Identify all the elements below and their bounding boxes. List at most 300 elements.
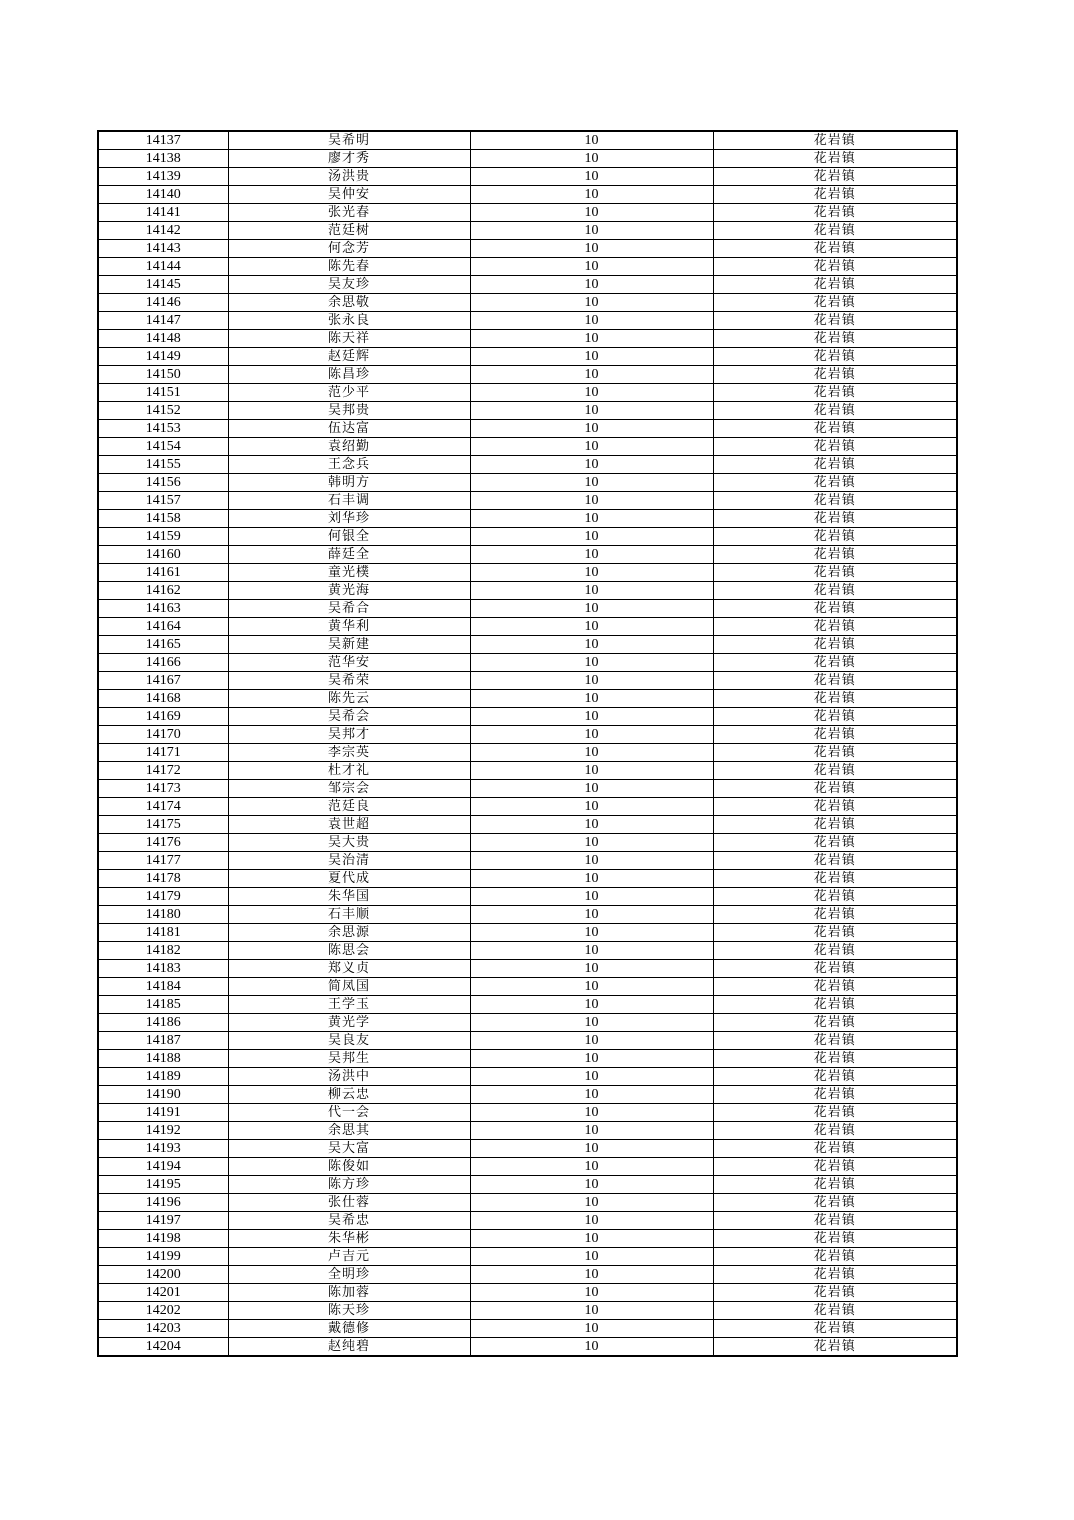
row-number-cell: 14147	[98, 312, 228, 330]
row-number-cell: 14190	[98, 1086, 228, 1104]
amount-cell: 10	[470, 312, 713, 330]
town-cell: 花岩镇	[713, 960, 957, 978]
name-cell: 简凤国	[228, 978, 470, 996]
amount-cell: 10	[470, 1212, 713, 1230]
town-cell: 花岩镇	[713, 1212, 957, 1230]
name-cell: 陈思会	[228, 942, 470, 960]
town-cell: 花岩镇	[713, 1068, 957, 1086]
amount-cell: 10	[470, 402, 713, 420]
town-cell: 花岩镇	[713, 690, 957, 708]
table-row	[98, 1032, 957, 1050]
name-cell: 卢吉元	[228, 1248, 470, 1266]
row-number-cell: 14164	[98, 618, 228, 636]
amount-cell: 10	[470, 690, 713, 708]
table-row	[98, 1212, 957, 1230]
town-cell: 花岩镇	[713, 1320, 957, 1338]
amount-cell: 10	[470, 186, 713, 204]
row-number-cell: 14155	[98, 456, 228, 474]
name-cell: 全明珍	[228, 1266, 470, 1284]
name-cell: 杜才礼	[228, 762, 470, 780]
row-number-cell: 14166	[98, 654, 228, 672]
amount-cell: 10	[470, 816, 713, 834]
town-cell: 花岩镇	[713, 312, 957, 330]
town-cell: 花岩镇	[713, 204, 957, 222]
name-cell: 范华安	[228, 654, 470, 672]
name-cell: 代一会	[228, 1104, 470, 1122]
name-cell: 吴希荣	[228, 672, 470, 690]
amount-cell: 10	[470, 942, 713, 960]
town-cell: 花岩镇	[713, 438, 957, 456]
row-number-cell: 14150	[98, 366, 228, 384]
row-number-cell: 14202	[98, 1302, 228, 1320]
row-number-cell: 14177	[98, 852, 228, 870]
name-cell: 黄光海	[228, 582, 470, 600]
amount-cell: 10	[470, 510, 713, 528]
table-row	[98, 150, 957, 168]
town-cell: 花岩镇	[713, 546, 957, 564]
town-cell: 花岩镇	[713, 294, 957, 312]
name-cell: 范廷树	[228, 222, 470, 240]
table-row	[98, 1320, 957, 1338]
town-cell: 花岩镇	[713, 726, 957, 744]
name-cell: 吴新建	[228, 636, 470, 654]
table-row	[98, 996, 957, 1014]
table-row	[98, 888, 957, 906]
town-cell: 花岩镇	[713, 348, 957, 366]
town-cell: 花岩镇	[713, 420, 957, 438]
amount-cell: 10	[470, 1338, 713, 1357]
row-number-cell: 14188	[98, 1050, 228, 1068]
amount-cell: 10	[470, 222, 713, 240]
amount-cell: 10	[470, 240, 713, 258]
row-number-cell: 14141	[98, 204, 228, 222]
table-row	[98, 1140, 957, 1158]
table-row	[98, 276, 957, 294]
name-cell: 陈昌珍	[228, 366, 470, 384]
table-row	[98, 744, 957, 762]
table-row	[98, 780, 957, 798]
table-row	[98, 1086, 957, 1104]
row-number-cell: 14144	[98, 258, 228, 276]
name-cell: 黄华利	[228, 618, 470, 636]
table-row	[98, 384, 957, 402]
table-row	[98, 366, 957, 384]
name-cell: 刘华珍	[228, 510, 470, 528]
amount-cell: 10	[470, 834, 713, 852]
name-cell: 陈俊如	[228, 1158, 470, 1176]
table-row	[98, 330, 957, 348]
amount-cell: 10	[470, 546, 713, 564]
name-cell: 陈天珍	[228, 1302, 470, 1320]
amount-cell: 10	[470, 1302, 713, 1320]
table-row	[98, 1176, 957, 1194]
name-cell: 李宗英	[228, 744, 470, 762]
table-row	[98, 294, 957, 312]
town-cell: 花岩镇	[713, 906, 957, 924]
table-row	[98, 204, 957, 222]
town-cell: 花岩镇	[713, 1194, 957, 1212]
name-cell: 伍达富	[228, 420, 470, 438]
row-number-cell: 14151	[98, 384, 228, 402]
name-cell: 吴治清	[228, 852, 470, 870]
town-cell: 花岩镇	[713, 1032, 957, 1050]
town-cell: 花岩镇	[713, 131, 957, 150]
name-cell: 邹宗会	[228, 780, 470, 798]
town-cell: 花岩镇	[713, 1140, 957, 1158]
table-row	[98, 564, 957, 582]
table-row	[98, 420, 957, 438]
amount-cell: 10	[470, 618, 713, 636]
amount-cell: 10	[470, 420, 713, 438]
table-row	[98, 402, 957, 420]
row-number-cell: 14175	[98, 816, 228, 834]
amount-cell: 10	[470, 1194, 713, 1212]
row-number-cell: 14170	[98, 726, 228, 744]
town-cell: 花岩镇	[713, 924, 957, 942]
amount-cell: 10	[470, 1248, 713, 1266]
town-cell: 花岩镇	[713, 1266, 957, 1284]
table-row	[98, 762, 957, 780]
town-cell: 花岩镇	[713, 1230, 957, 1248]
amount-cell: 10	[470, 1320, 713, 1338]
town-cell: 花岩镇	[713, 978, 957, 996]
table-row	[98, 1284, 957, 1302]
table-row	[98, 1302, 957, 1320]
table-row	[98, 816, 957, 834]
amount-cell: 10	[470, 258, 713, 276]
row-number-cell: 14158	[98, 510, 228, 528]
table-row	[98, 978, 957, 996]
table-row	[98, 798, 957, 816]
amount-cell: 10	[470, 636, 713, 654]
town-cell: 花岩镇	[713, 1248, 957, 1266]
table-row	[98, 1248, 957, 1266]
row-number-cell: 14201	[98, 1284, 228, 1302]
amount-cell: 10	[470, 474, 713, 492]
row-number-cell: 14173	[98, 780, 228, 798]
row-number-cell: 14195	[98, 1176, 228, 1194]
amount-cell: 10	[470, 294, 713, 312]
row-number-cell: 14154	[98, 438, 228, 456]
town-cell: 花岩镇	[713, 708, 957, 726]
town-cell: 花岩镇	[713, 1104, 957, 1122]
name-cell: 夏代成	[228, 870, 470, 888]
amount-cell: 10	[470, 582, 713, 600]
table-row	[98, 924, 957, 942]
town-cell: 花岩镇	[713, 528, 957, 546]
amount-cell: 10	[470, 960, 713, 978]
name-cell: 陈方珍	[228, 1176, 470, 1194]
name-cell: 王念兵	[228, 456, 470, 474]
amount-cell: 10	[470, 798, 713, 816]
name-cell: 吴良友	[228, 1032, 470, 1050]
name-cell: 何银全	[228, 528, 470, 546]
amount-cell: 10	[470, 1230, 713, 1248]
name-cell: 吴邦生	[228, 1050, 470, 1068]
row-number-cell: 14149	[98, 348, 228, 366]
amount-cell: 10	[470, 888, 713, 906]
row-number-cell: 14153	[98, 420, 228, 438]
amount-cell: 10	[470, 870, 713, 888]
amount-cell: 10	[470, 996, 713, 1014]
town-cell: 花岩镇	[713, 582, 957, 600]
table-row	[98, 186, 957, 204]
row-number-cell: 14157	[98, 492, 228, 510]
table-row	[98, 1050, 957, 1068]
town-cell: 花岩镇	[713, 636, 957, 654]
table-row	[98, 492, 957, 510]
name-cell: 童光樸	[228, 564, 470, 582]
town-cell: 花岩镇	[713, 834, 957, 852]
amount-cell: 10	[470, 366, 713, 384]
name-cell: 范廷良	[228, 798, 470, 816]
row-number-cell: 14176	[98, 834, 228, 852]
amount-cell: 10	[470, 1176, 713, 1194]
town-cell: 花岩镇	[713, 1158, 957, 1176]
row-number-cell: 14148	[98, 330, 228, 348]
name-cell: 汤洪中	[228, 1068, 470, 1086]
name-cell: 吴希忠	[228, 1212, 470, 1230]
table-row	[98, 546, 957, 564]
name-cell: 陈先云	[228, 690, 470, 708]
amount-cell: 10	[470, 924, 713, 942]
table-row	[98, 600, 957, 618]
town-cell: 花岩镇	[713, 1338, 957, 1357]
table-row	[98, 942, 957, 960]
table-row	[98, 960, 957, 978]
table-row	[98, 582, 957, 600]
name-cell: 薛廷全	[228, 546, 470, 564]
town-cell: 花岩镇	[713, 474, 957, 492]
row-number-cell: 14200	[98, 1266, 228, 1284]
table-row	[98, 222, 957, 240]
amount-cell: 10	[470, 708, 713, 726]
name-cell: 吴仲安	[228, 186, 470, 204]
amount-cell: 10	[470, 1140, 713, 1158]
town-cell: 花岩镇	[713, 366, 957, 384]
row-number-cell: 14196	[98, 1194, 228, 1212]
table-row	[98, 1194, 957, 1212]
table-row	[98, 636, 957, 654]
table-row	[98, 1266, 957, 1284]
row-number-cell: 14143	[98, 240, 228, 258]
town-cell: 花岩镇	[713, 870, 957, 888]
town-cell: 花岩镇	[713, 258, 957, 276]
amount-cell: 10	[470, 456, 713, 474]
roster-table	[97, 130, 958, 1357]
town-cell: 花岩镇	[713, 186, 957, 204]
town-cell: 花岩镇	[713, 942, 957, 960]
row-number-cell: 14160	[98, 546, 228, 564]
name-cell: 范少平	[228, 384, 470, 402]
amount-cell: 10	[470, 600, 713, 618]
table-row	[98, 528, 957, 546]
row-number-cell: 14181	[98, 924, 228, 942]
table-row	[98, 1104, 957, 1122]
name-cell: 吴邦贵	[228, 402, 470, 420]
row-number-cell: 14145	[98, 276, 228, 294]
name-cell: 吴邦才	[228, 726, 470, 744]
name-cell: 吴大富	[228, 1140, 470, 1158]
name-cell: 黄光学	[228, 1014, 470, 1032]
row-number-cell: 14174	[98, 798, 228, 816]
name-cell: 韩明方	[228, 474, 470, 492]
town-cell: 花岩镇	[713, 762, 957, 780]
name-cell: 戴德修	[228, 1320, 470, 1338]
table-row	[98, 672, 957, 690]
row-number-cell: 14167	[98, 672, 228, 690]
amount-cell: 10	[470, 564, 713, 582]
row-number-cell: 14140	[98, 186, 228, 204]
name-cell: 陈天祥	[228, 330, 470, 348]
town-cell: 花岩镇	[713, 600, 957, 618]
town-cell: 花岩镇	[713, 1014, 957, 1032]
name-cell: 廖才秀	[228, 150, 470, 168]
town-cell: 花岩镇	[713, 510, 957, 528]
name-cell: 张永良	[228, 312, 470, 330]
table-row	[98, 510, 957, 528]
amount-cell: 10	[470, 906, 713, 924]
table-row	[98, 708, 957, 726]
town-cell: 花岩镇	[713, 852, 957, 870]
amount-cell: 10	[470, 131, 713, 150]
amount-cell: 10	[470, 672, 713, 690]
row-number-cell: 14146	[98, 294, 228, 312]
row-number-cell: 14171	[98, 744, 228, 762]
amount-cell: 10	[470, 1050, 713, 1068]
town-cell: 花岩镇	[713, 618, 957, 636]
row-number-cell: 14204	[98, 1338, 228, 1357]
name-cell: 余思源	[228, 924, 470, 942]
town-cell: 花岩镇	[713, 384, 957, 402]
amount-cell: 10	[470, 780, 713, 798]
table-row	[98, 474, 957, 492]
amount-cell: 10	[470, 276, 713, 294]
row-number-cell: 14137	[98, 131, 228, 150]
row-number-cell: 14169	[98, 708, 228, 726]
name-cell: 余思敬	[228, 294, 470, 312]
row-number-cell: 14163	[98, 600, 228, 618]
amount-cell: 10	[470, 1158, 713, 1176]
town-cell: 花岩镇	[713, 1086, 957, 1104]
table-row	[98, 312, 957, 330]
town-cell: 花岩镇	[713, 168, 957, 186]
town-cell: 花岩镇	[713, 240, 957, 258]
row-number-cell: 14162	[98, 582, 228, 600]
amount-cell: 10	[470, 348, 713, 366]
amount-cell: 10	[470, 1122, 713, 1140]
name-cell: 朱华国	[228, 888, 470, 906]
town-cell: 花岩镇	[713, 276, 957, 294]
name-cell: 张光春	[228, 204, 470, 222]
amount-cell: 10	[470, 168, 713, 186]
amount-cell: 10	[470, 150, 713, 168]
amount-cell: 10	[470, 1104, 713, 1122]
row-number-cell: 14193	[98, 1140, 228, 1158]
amount-cell: 10	[470, 762, 713, 780]
row-number-cell: 14185	[98, 996, 228, 1014]
row-number-cell: 14191	[98, 1104, 228, 1122]
row-number-cell: 14179	[98, 888, 228, 906]
town-cell: 花岩镇	[713, 816, 957, 834]
amount-cell: 10	[470, 852, 713, 870]
name-cell: 柳云忠	[228, 1086, 470, 1104]
town-cell: 花岩镇	[713, 1176, 957, 1194]
table-row	[98, 1338, 957, 1357]
amount-cell: 10	[470, 726, 713, 744]
row-number-cell: 14182	[98, 942, 228, 960]
town-cell: 花岩镇	[713, 1050, 957, 1068]
amount-cell: 10	[470, 744, 713, 762]
town-cell: 花岩镇	[713, 672, 957, 690]
town-cell: 花岩镇	[713, 1302, 957, 1320]
town-cell: 花岩镇	[713, 1284, 957, 1302]
table-row	[98, 690, 957, 708]
amount-cell: 10	[470, 1284, 713, 1302]
row-number-cell: 14194	[98, 1158, 228, 1176]
row-number-cell: 14152	[98, 402, 228, 420]
town-cell: 花岩镇	[713, 492, 957, 510]
table-row	[98, 870, 957, 888]
table-row	[98, 131, 957, 150]
row-number-cell: 14159	[98, 528, 228, 546]
name-cell: 朱华彬	[228, 1230, 470, 1248]
document-sheet	[97, 130, 956, 1357]
amount-cell: 10	[470, 492, 713, 510]
table-row	[98, 906, 957, 924]
row-number-cell: 14184	[98, 978, 228, 996]
row-number-cell: 14192	[98, 1122, 228, 1140]
town-cell: 花岩镇	[713, 330, 957, 348]
row-number-cell: 14189	[98, 1068, 228, 1086]
row-number-cell: 14187	[98, 1032, 228, 1050]
name-cell: 陈加蓉	[228, 1284, 470, 1302]
amount-cell: 10	[470, 654, 713, 672]
amount-cell: 10	[470, 330, 713, 348]
name-cell: 陈先春	[228, 258, 470, 276]
name-cell: 吴大贵	[228, 834, 470, 852]
town-cell: 花岩镇	[713, 456, 957, 474]
name-cell: 赵纯碧	[228, 1338, 470, 1357]
name-cell: 汤洪贵	[228, 168, 470, 186]
table-row	[98, 834, 957, 852]
row-number-cell: 14180	[98, 906, 228, 924]
row-number-cell: 14139	[98, 168, 228, 186]
amount-cell: 10	[470, 1266, 713, 1284]
row-number-cell: 14138	[98, 150, 228, 168]
row-number-cell: 14183	[98, 960, 228, 978]
row-number-cell: 14199	[98, 1248, 228, 1266]
table-row	[98, 240, 957, 258]
table-row	[98, 1014, 957, 1032]
row-number-cell: 14161	[98, 564, 228, 582]
table-row	[98, 1068, 957, 1086]
amount-cell: 10	[470, 528, 713, 546]
table-row	[98, 852, 957, 870]
town-cell: 花岩镇	[713, 402, 957, 420]
table-row	[98, 1122, 957, 1140]
row-number-cell: 14178	[98, 870, 228, 888]
name-cell: 赵廷辉	[228, 348, 470, 366]
amount-cell: 10	[470, 1032, 713, 1050]
row-number-cell: 14165	[98, 636, 228, 654]
town-cell: 花岩镇	[713, 744, 957, 762]
row-number-cell: 14203	[98, 1320, 228, 1338]
name-cell: 吴希明	[228, 131, 470, 150]
roster-table-body	[98, 131, 957, 1356]
row-number-cell: 14156	[98, 474, 228, 492]
name-cell: 袁绍勤	[228, 438, 470, 456]
